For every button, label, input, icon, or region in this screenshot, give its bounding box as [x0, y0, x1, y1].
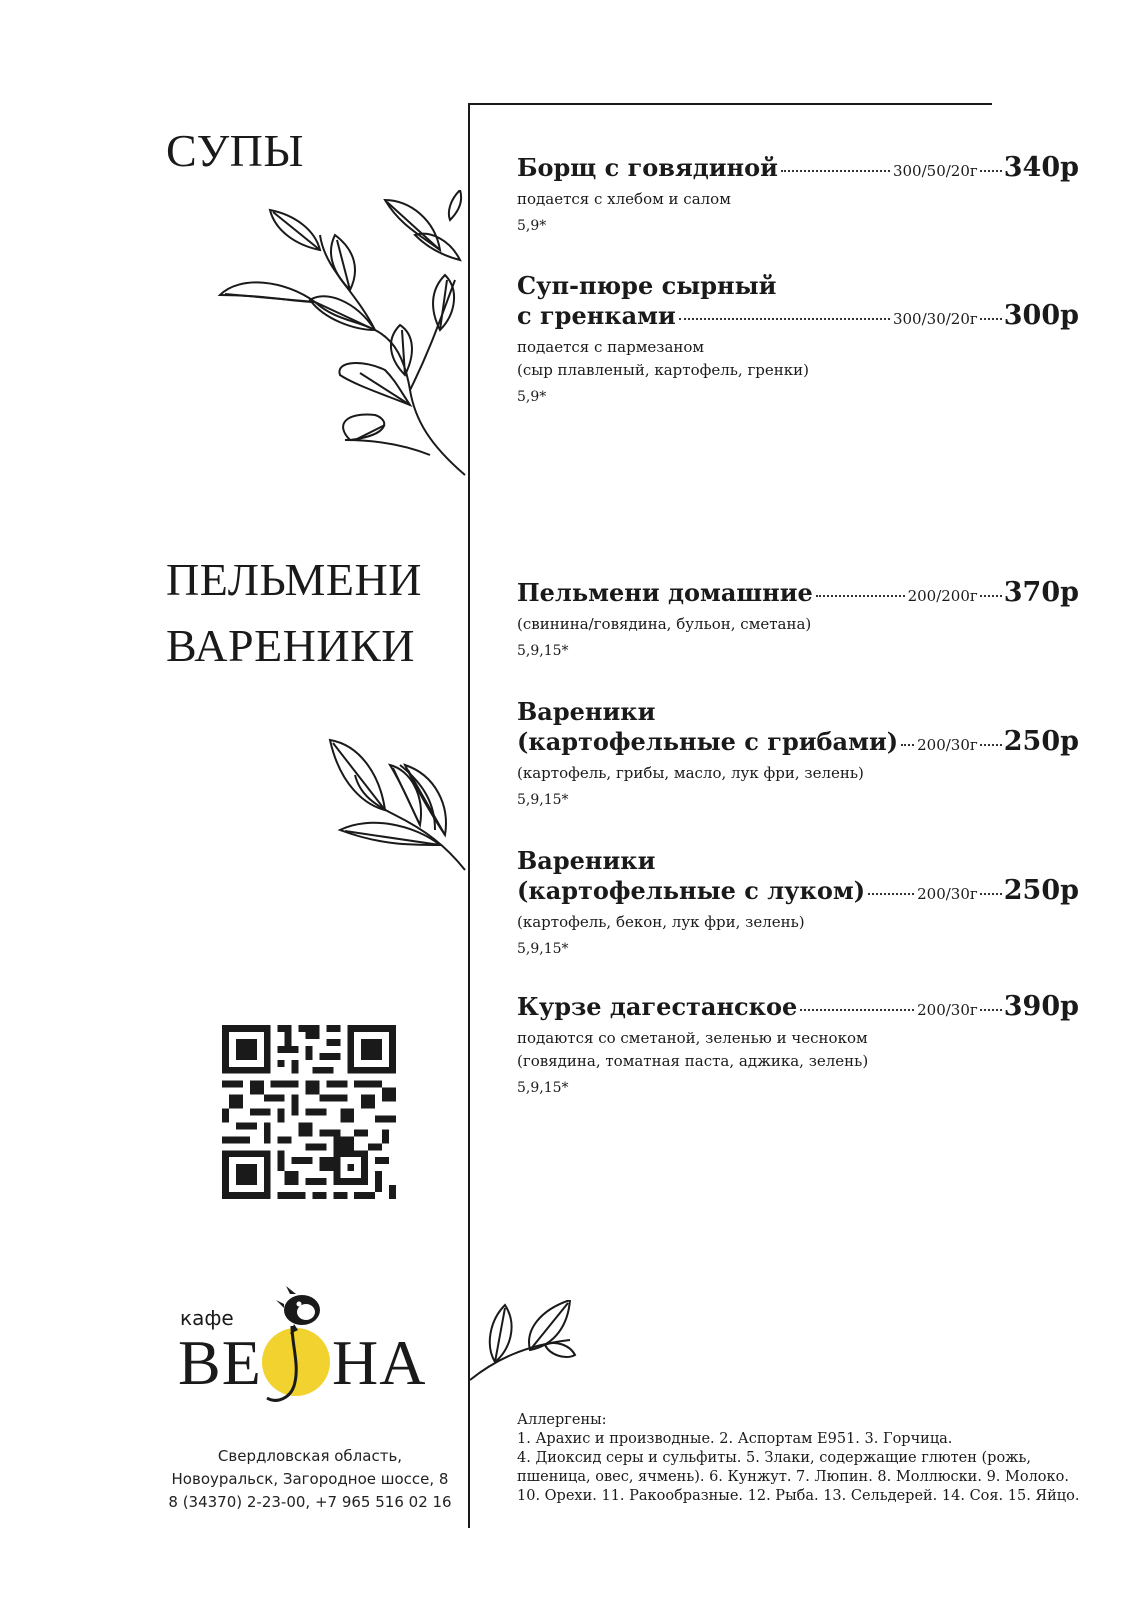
leaf-branch-large-icon	[215, 190, 470, 480]
item-allergens: 5,9,15*	[517, 1080, 569, 1096]
item-description: (сыр плавленый, картофель, гренки)	[517, 361, 810, 379]
item-name: с гренками	[517, 301, 676, 330]
dot-leader	[980, 893, 1002, 895]
cafe-logo[interactable]	[172, 1286, 462, 1421]
item-price: 370р	[1003, 577, 1079, 608]
item-name: Борщ с говядиной	[517, 153, 778, 182]
address-region: Свердловская область,	[217, 1447, 403, 1465]
logo-word-left: ВЕ	[178, 1327, 262, 1398]
item-weight: 200/200г	[907, 587, 978, 605]
item-weight: 200/30г	[917, 1001, 978, 1019]
section-title-soups: СУПЫ	[166, 125, 304, 176]
item-description: (картофель, грибы, масло, лук фри, зелень)	[517, 764, 864, 782]
item-price: 250р	[1003, 726, 1079, 757]
dot-leader	[781, 170, 890, 172]
address-block	[160, 1445, 460, 1514]
menu-item-vareniki-onion	[517, 846, 1079, 960]
item-weight: 300/30/20г	[892, 310, 978, 328]
address-street: Новоуральск, Загородное шоссе, 8	[171, 1470, 449, 1488]
item-name: (картофельные с грибами)	[517, 727, 899, 756]
item-weight: 300/50/20г	[892, 162, 978, 180]
dot-leader	[868, 893, 914, 895]
allergens-line: пшеница, овес, ячмень). 6. Кунжут. 7. Люпин. 8. Моллюски. 9. Молоко.	[517, 1469, 1069, 1485]
leaf-sprig-icon	[470, 1300, 580, 1410]
item-description: подаются со сметаной, зеленью и чесноком	[517, 1029, 868, 1047]
item-price: 390р	[1003, 991, 1079, 1022]
bird-logo-icon	[252, 1286, 342, 1416]
item-description: (картофель, бекон, лук фри, зелень)	[517, 913, 805, 931]
item-price: 250р	[1003, 875, 1079, 906]
item-name: (картофельные с луком)	[517, 876, 866, 905]
item-weight: 200/30г	[917, 736, 978, 754]
menu-item-borsch	[517, 153, 1079, 237]
item-allergens: 5,9*	[517, 389, 547, 405]
section-title-dumplings: ПЕЛЬМЕНИ ВАРЕНИКИ	[166, 554, 422, 671]
dot-leader	[816, 595, 905, 597]
dot-leader	[800, 1009, 914, 1011]
allergens-line: 1. Арахис и производные. 2. Аспортам Е951. 3. Горчица.	[517, 1431, 953, 1447]
logo-prefix: кафе	[180, 1306, 234, 1330]
menu-item-cheese-soup	[517, 271, 1079, 408]
allergens-legend	[517, 1411, 1097, 1506]
item-name-line1: Вареники	[517, 846, 656, 875]
dot-leader	[679, 318, 890, 320]
leaf-branch-small-icon	[325, 735, 470, 875]
logo-word-right: НА	[332, 1327, 427, 1398]
item-price: 340р	[1003, 152, 1079, 183]
allergens-title: Аллергены:	[517, 1412, 607, 1428]
top-rule	[468, 103, 992, 105]
item-price: 300р	[1003, 300, 1079, 331]
dot-leader	[980, 744, 1002, 746]
item-name: Курзе дагестанское	[517, 992, 798, 1021]
menu-item-vareniki-mushroom	[517, 697, 1079, 811]
item-allergens: 5,9,15*	[517, 941, 569, 957]
item-name-line1: Суп-пюре сырный	[517, 271, 777, 300]
item-name: Пельмени домашние	[517, 578, 813, 607]
item-name-line1: Вареники	[517, 697, 656, 726]
address-phones[interactable]: 8 (34370) 2-23-00, +7 965 516 02 16	[168, 1493, 452, 1511]
qr-code[interactable]	[222, 1025, 396, 1199]
item-allergens: 5,9*	[517, 218, 547, 234]
item-description: (говядина, томатная паста, аджика, зелень)	[517, 1052, 869, 1070]
dot-leader	[980, 170, 1002, 172]
dot-leader	[980, 318, 1002, 320]
allergens-line: 10. Орехи. 11. Ракообразные. 12. Рыба. 13. Сельдерей. 14. Соя. 15. Яйцо.	[517, 1488, 1080, 1504]
dot-leader	[980, 1009, 1002, 1011]
dot-leader	[980, 595, 1002, 597]
item-weight: 200/30г	[917, 885, 978, 903]
item-allergens: 5,9,15*	[517, 643, 569, 659]
dot-leader	[901, 744, 914, 746]
item-description: подается с хлебом и салом	[517, 190, 731, 208]
menu-item-kurze	[517, 992, 1079, 1099]
item-allergens: 5,9,15*	[517, 792, 569, 808]
item-description: (свинина/говядина, бульон, сметана)	[517, 615, 812, 633]
allergens-line: 4. Диоксид серы и сульфиты. 5. Злаки, содержащие глютен (рожь,	[517, 1450, 1032, 1466]
item-description: подается с пармезаном	[517, 338, 705, 356]
menu-item-pelmeni	[517, 578, 1079, 662]
